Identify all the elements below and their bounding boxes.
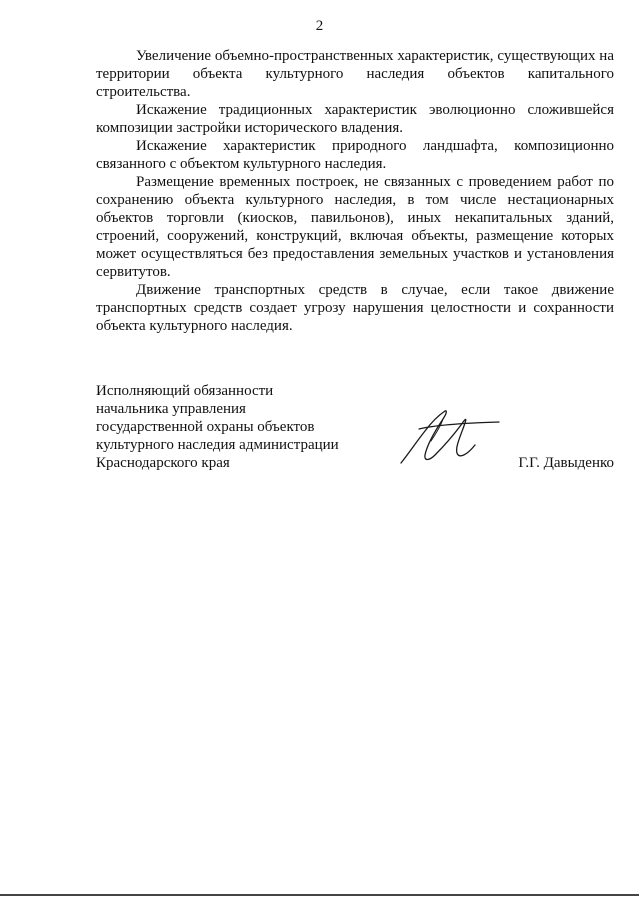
footer-rule xyxy=(0,894,639,896)
paragraph: Движение транспортных средств в случае, если такое движение транспортных средств создает угрозу нарушения целостности и сохранности объекта культурного наследия. xyxy=(96,282,614,334)
handwritten-signature xyxy=(395,405,505,467)
signer-name: Г.Г. Давыденко xyxy=(518,455,614,471)
signature-position-block xyxy=(96,382,356,472)
position-line: Исполняющий обязанности xyxy=(96,383,274,399)
paragraph: Искажение характеристик природного ландшафта, композиционно связанного с объектом культурного наследия. xyxy=(96,138,614,172)
position-line: начальника управления xyxy=(96,401,246,417)
paragraph: Искажение традиционных характеристик эволюционно сложившейся композиции застройки исторического владения. xyxy=(96,102,614,136)
position-line: культурного наследия администрации xyxy=(96,437,339,453)
position-line: Краснодарского края xyxy=(96,455,230,471)
paragraph: Увеличение объемно-пространственных характеристик, существующих на территории объекта культурного наследия объектов капитального строительства. xyxy=(96,48,614,100)
document-body xyxy=(96,47,614,335)
paragraph: Размещение временных построек, не связанных с проведением работ по сохранению объекта культурного наследия, в том числе нестационарных объектов торговли (киосков, павильонов), иных некапитальных зданий, строений, сооружений, конструкций, включая объекты, размещение которых может осуществляться без предоставления земельных участков и установления сервитутов. xyxy=(96,174,614,280)
page-number: 2 xyxy=(315,18,324,34)
position-line: государственной охраны объектов xyxy=(96,419,315,435)
